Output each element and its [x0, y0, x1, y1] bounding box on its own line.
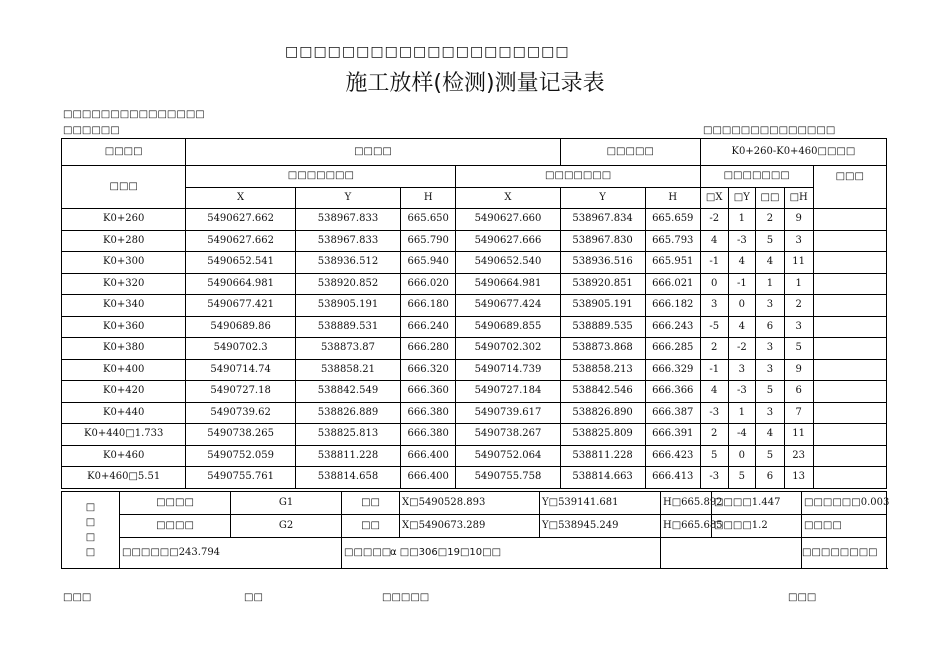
ctrl-r3-angle — [342, 538, 661, 569]
cell-my: 538811.228 — [560, 445, 645, 467]
cell-ey: 0 — [728, 445, 756, 467]
cell-my: 538936.516 — [560, 252, 645, 274]
cell-ex: 5 — [700, 445, 728, 467]
cell-mx: 5490652.540 — [456, 252, 560, 274]
dh-header: □H — [784, 187, 813, 209]
cell-mh: 666.387 — [645, 402, 700, 424]
cell-remarks — [813, 424, 887, 446]
footer-2: □□ — [244, 592, 263, 603]
table-row — [62, 230, 887, 252]
cell-ey: 1 — [728, 402, 756, 424]
cell-ex: 2 — [700, 424, 728, 446]
control-table — [61, 491, 890, 569]
cell-dx: 5490627.662 — [186, 230, 295, 252]
ctrl-r3-c: α □□306□19□10□□ — [390, 547, 502, 558]
cell-exy: 3 — [756, 402, 785, 424]
table-row — [62, 445, 887, 467]
cell-mh: 665.951 — [645, 252, 700, 274]
cell-mx: 5490627.660 — [456, 209, 560, 231]
cell-mh: 666.366 — [645, 381, 700, 403]
table-body — [62, 209, 887, 489]
cell-ex: 4 — [700, 381, 728, 403]
cell-dh: 666.380 — [401, 402, 456, 424]
table-row — [62, 424, 887, 446]
cell-eh: 2 — [784, 295, 813, 317]
header-range-label: □□□□□ — [560, 139, 700, 166]
cell-dx: 5490677.421 — [186, 295, 295, 317]
cell-dh: 666.180 — [401, 295, 456, 317]
cell-mh: 665.793 — [645, 230, 700, 252]
cell-station: K0+440□1.733 — [62, 424, 186, 446]
cell-dx: 5490652.541 — [186, 252, 295, 274]
cell-dx: 5490702.3 — [186, 338, 295, 360]
cell-mx: 5490752.064 — [456, 445, 560, 467]
cell-remarks — [813, 295, 887, 317]
cell-ex: 3 — [700, 295, 728, 317]
cell-remarks — [813, 252, 887, 274]
cell-station: K0+260 — [62, 209, 186, 231]
cell-mh: 666.423 — [645, 445, 700, 467]
cell-my: 538814.663 — [560, 467, 645, 489]
ctrl-r2-x: X□5490673.289 — [400, 515, 540, 538]
cell-mh: 665.659 — [645, 209, 700, 231]
measured-x-header: X — [456, 187, 560, 209]
cell-exy: 4 — [756, 252, 785, 274]
cell-remarks — [813, 467, 887, 489]
table-row — [62, 295, 887, 317]
ctrl-r1-h: H□665.892 — [661, 492, 712, 515]
cell-ey: -2 — [728, 338, 756, 360]
cell-mh: 666.329 — [645, 359, 700, 381]
cell-ey: -4 — [728, 424, 756, 446]
cell-ex: -3 — [700, 467, 728, 489]
cell-my: 538905.191 — [560, 295, 645, 317]
ctrl-r2-mid: □□ — [342, 515, 400, 538]
cell-dh: 666.320 — [401, 359, 456, 381]
cell-remarks — [813, 445, 887, 467]
ctrl-r2-h: H□665.685 — [661, 515, 712, 538]
cell-mx: 5490664.981 — [456, 273, 560, 295]
design-coord-header: □□□□□□□ — [186, 166, 456, 188]
cell-eh: 13 — [784, 467, 813, 489]
info-line-1: □□□□□□□□□□□□□□□ — [63, 109, 205, 120]
cell-station: K0+460 — [62, 445, 186, 467]
cell-dx: 5490689.86 — [186, 316, 295, 338]
control-side-label — [62, 492, 120, 569]
design-h-header: H — [401, 187, 456, 209]
ctrl-r1-label: □□□□ — [120, 492, 231, 515]
table-row — [62, 209, 887, 231]
ctrl-r1-x: X□5490528.893 — [400, 492, 540, 515]
footer-3: □□□□□ — [382, 592, 430, 603]
deviation-header: □□□□□□□ — [700, 166, 813, 188]
ctrl-r2-point: G2 — [231, 515, 342, 538]
cell-ex: -1 — [700, 359, 728, 381]
cell-dx: 5490755.761 — [186, 467, 295, 489]
cell-ey: 4 — [728, 316, 756, 338]
control-side-text: □□□□ — [85, 502, 96, 558]
cell-ex: 2 — [700, 338, 728, 360]
cell-mh: 666.182 — [645, 295, 700, 317]
table-row — [62, 273, 887, 295]
cell-mh: 666.413 — [645, 467, 700, 489]
cell-dh: 665.940 — [401, 252, 456, 274]
cell-dy: 538825.813 — [295, 424, 400, 446]
cell-my: 538826.890 — [560, 402, 645, 424]
cell-eh: 3 — [784, 230, 813, 252]
cell-station: K0+360 — [62, 316, 186, 338]
cell-my: 538889.535 — [560, 316, 645, 338]
ctrl-r1-a: □□□□1.447 — [712, 492, 802, 515]
cell-dy: 538873.87 — [295, 338, 400, 360]
cell-eh: 7 — [784, 402, 813, 424]
cell-ey: 5 — [728, 467, 756, 489]
cell-dh: 666.240 — [401, 316, 456, 338]
cell-dy: 538967.833 — [295, 230, 400, 252]
cell-dy: 538842.549 — [295, 381, 400, 403]
cell-mh: 666.285 — [645, 338, 700, 360]
cell-station: K0+440 — [62, 402, 186, 424]
cell-dy: 538826.889 — [295, 402, 400, 424]
design-y-header: Y — [295, 187, 400, 209]
cell-exy: 1 — [756, 273, 785, 295]
cell-dx: 5490664.981 — [186, 273, 295, 295]
cell-eh: 9 — [784, 359, 813, 381]
cell-remarks — [813, 316, 887, 338]
cell-my: 538967.834 — [560, 209, 645, 231]
cell-exy: 3 — [756, 338, 785, 360]
cell-dx: 5490627.662 — [186, 209, 295, 231]
cell-eh: 6 — [784, 381, 813, 403]
cell-dh: 666.400 — [401, 445, 456, 467]
cell-eh: 11 — [784, 252, 813, 274]
cell-exy: 4 — [756, 424, 785, 446]
cell-station: K0+340 — [62, 295, 186, 317]
ctrl-r1-point: G1 — [231, 492, 342, 515]
table-row — [62, 316, 887, 338]
cell-exy: 6 — [756, 316, 785, 338]
cell-eh: 9 — [784, 209, 813, 231]
header-range-value: K0+260-K0+460□□□□ — [700, 139, 886, 166]
cell-exy: 5 — [756, 445, 785, 467]
cell-mx: 5490677.424 — [456, 295, 560, 317]
cell-station: K0+380 — [62, 338, 186, 360]
cell-mx: 5490689.855 — [456, 316, 560, 338]
dx-header: □X — [700, 187, 728, 209]
cell-dx: 5490727.18 — [186, 381, 295, 403]
cell-station: K0+320 — [62, 273, 186, 295]
measured-y-header: Y — [560, 187, 645, 209]
cell-dh: 665.650 — [401, 209, 456, 231]
cell-station: K0+280 — [62, 230, 186, 252]
ctrl-r2-label: □□□□ — [120, 515, 231, 538]
header-project-value: □□□□ — [186, 139, 560, 166]
ctrl-r2-a: □□□□1.2 — [712, 515, 802, 538]
info-line-2-right: □□□□□□□□□□□□□□ — [703, 125, 836, 136]
ctrl-r2-b: □□□□ — [802, 515, 887, 538]
cell-ex: -3 — [700, 402, 728, 424]
cell-mx: 5490627.666 — [456, 230, 560, 252]
measured-h-header: H — [645, 187, 700, 209]
header-project-label: □□□□ — [62, 139, 186, 166]
cell-dx: 5490738.265 — [186, 424, 295, 446]
cell-eh: 11 — [784, 424, 813, 446]
cell-exy: 5 — [756, 230, 785, 252]
cell-ey: 1 — [728, 209, 756, 231]
ctrl-r1-y: Y□539141.681 — [540, 492, 661, 515]
cell-remarks — [813, 273, 887, 295]
ctrl-r1-mid: □□ — [342, 492, 400, 515]
cell-mx: 5490755.758 — [456, 467, 560, 489]
cell-station: K0+300 — [62, 252, 186, 274]
station-header: □□□ — [62, 166, 186, 209]
cell-exy: 2 — [756, 209, 785, 231]
cell-dx: 5490739.62 — [186, 402, 295, 424]
cell-dh: 666.380 — [401, 424, 456, 446]
ctrl-r1-b: □□□□□□0.003 — [802, 492, 887, 515]
cell-eh: 1 — [784, 273, 813, 295]
ctrl-r3-a: □□□□□□243.794 — [120, 538, 342, 569]
cell-dh: 666.280 — [401, 338, 456, 360]
table-row — [62, 359, 887, 381]
cell-ey: 4 — [728, 252, 756, 274]
cell-mx: 5490702.302 — [456, 338, 560, 360]
cell-dy: 538811.228 — [295, 445, 400, 467]
cell-mx: 5490738.267 — [456, 424, 560, 446]
cell-dy: 538905.191 — [295, 295, 400, 317]
cell-eh: 5 — [784, 338, 813, 360]
cell-my: 538873.868 — [560, 338, 645, 360]
cell-ex: -2 — [700, 209, 728, 231]
cell-station: K0+420 — [62, 381, 186, 403]
footer-4: □□□ — [788, 592, 817, 603]
cell-eh: 3 — [784, 316, 813, 338]
cell-ey: -1 — [728, 273, 756, 295]
table-row — [62, 381, 887, 403]
cell-my: 538842.546 — [560, 381, 645, 403]
table-row — [62, 338, 887, 360]
cell-station: K0+460□5.51 — [62, 467, 186, 489]
info-line-2-left: □□□□□□ — [63, 125, 120, 136]
cell-ey: 0 — [728, 295, 756, 317]
cell-dx: 5490714.74 — [186, 359, 295, 381]
ctrl-r3-d: □□□□□□□□ — [802, 538, 887, 569]
cell-my: 538858.213 — [560, 359, 645, 381]
page-title: 施工放样(检测)测量记录表 — [345, 71, 605, 96]
measured-coord-header: □□□□□□□ — [456, 166, 701, 188]
cell-dy: 538889.531 — [295, 316, 400, 338]
cell-mh: 666.021 — [645, 273, 700, 295]
cell-mx: 5490727.184 — [456, 381, 560, 403]
cell-exy: 5 — [756, 381, 785, 403]
dxy-header: □□ — [756, 187, 785, 209]
cell-remarks — [813, 381, 887, 403]
cell-mx: 5490739.617 — [456, 402, 560, 424]
cell-station: K0+400 — [62, 359, 186, 381]
cell-remarks — [813, 230, 887, 252]
cell-exy: 3 — [756, 359, 785, 381]
remarks-header: □□□ — [813, 166, 887, 209]
cell-dh: 666.360 — [401, 381, 456, 403]
cell-ex: 4 — [700, 230, 728, 252]
cell-dy: 538936.512 — [295, 252, 400, 274]
ctrl-r2-y: Y□538945.249 — [540, 515, 661, 538]
cell-my: 538825.809 — [560, 424, 645, 446]
footer-1: □□□ — [63, 592, 92, 603]
cell-remarks — [813, 338, 887, 360]
table-row — [62, 467, 887, 489]
table-row — [62, 402, 887, 424]
cell-dh: 666.400 — [401, 467, 456, 489]
cell-mh: 666.391 — [645, 424, 700, 446]
design-x-header: X — [186, 187, 295, 209]
cell-dy: 538814.658 — [295, 467, 400, 489]
cell-remarks — [813, 359, 887, 381]
cell-ex: -5 — [700, 316, 728, 338]
cell-ey: -3 — [728, 230, 756, 252]
cell-mh: 666.243 — [645, 316, 700, 338]
cell-exy: 6 — [756, 467, 785, 489]
measurement-table — [61, 138, 887, 489]
cell-exy: 3 — [756, 295, 785, 317]
top-line: □□□□□□□□□□□□□□□□□□□□ — [285, 44, 570, 60]
ctrl-r3-empty — [661, 538, 802, 569]
cell-dx: 5490752.059 — [186, 445, 295, 467]
cell-eh: 23 — [784, 445, 813, 467]
cell-dy: 538858.21 — [295, 359, 400, 381]
dy-header: □Y — [728, 187, 756, 209]
cell-remarks — [813, 402, 887, 424]
cell-my: 538920.851 — [560, 273, 645, 295]
table-row — [62, 252, 887, 274]
cell-dh: 666.020 — [401, 273, 456, 295]
ctrl-r3-b: □□□□□ — [344, 547, 392, 558]
cell-dy: 538920.852 — [295, 273, 400, 295]
cell-ex: 0 — [700, 273, 728, 295]
cell-remarks — [813, 209, 887, 231]
cell-ey: 3 — [728, 359, 756, 381]
cell-dy: 538967.833 — [295, 209, 400, 231]
cell-my: 538967.830 — [560, 230, 645, 252]
cell-mx: 5490714.739 — [456, 359, 560, 381]
cell-dh: 665.790 — [401, 230, 456, 252]
cell-ex: -1 — [700, 252, 728, 274]
cell-ey: -3 — [728, 381, 756, 403]
